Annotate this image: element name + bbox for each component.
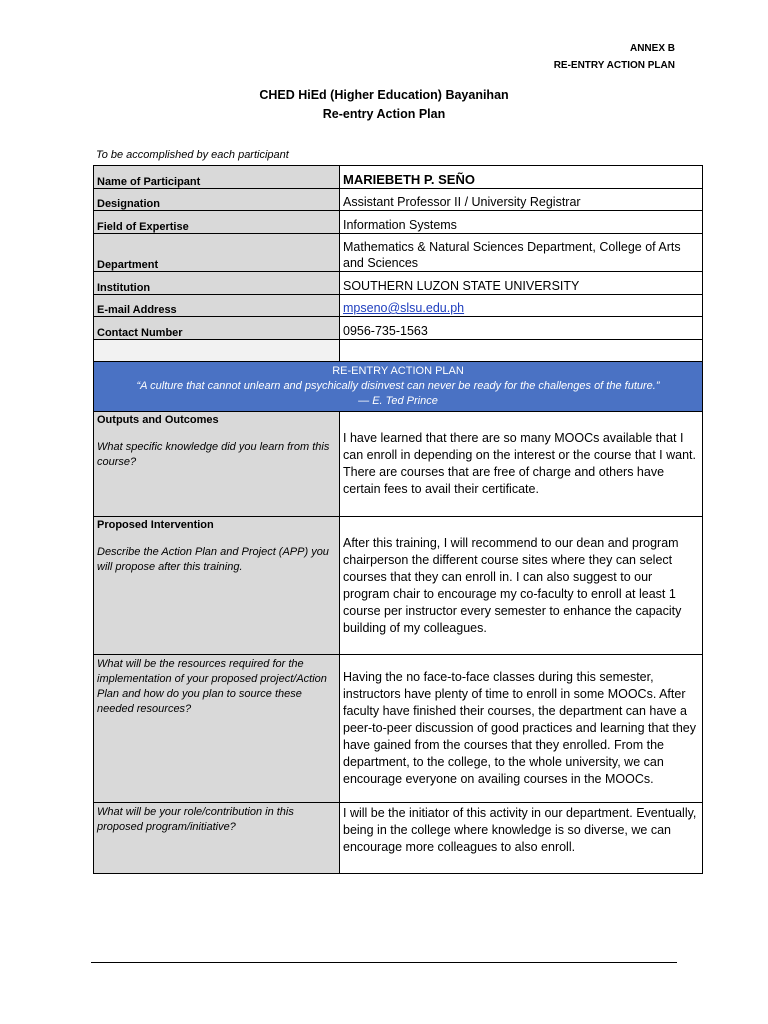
intervention-heading: Proposed Intervention — [97, 519, 214, 531]
department-value: Mathematics & Natural Sciences Department, College of Arts and Sciences — [340, 234, 703, 272]
resources-question: What will be the resources required for the implementation of your proposed project/Action Plan and how do you plan to source these needed resources? — [97, 658, 327, 715]
row-expertise — [94, 211, 703, 234]
role-question-cell — [94, 803, 340, 874]
designation-value: Assistant Professor II / University Registrar — [340, 189, 703, 211]
name-label: Name of Participant — [94, 166, 340, 189]
row-outputs — [94, 412, 703, 517]
designation-label: Designation — [94, 189, 340, 211]
document-subtitle: Re-entry Action Plan — [322, 107, 446, 121]
email-label: E-mail Address — [94, 295, 340, 317]
institution-label: Institution — [94, 272, 340, 295]
annex-subtitle: RE-ENTRY ACTION PLAN — [553, 60, 675, 71]
institution-value: SOUTHERN LUZON STATE UNIVERSITY — [340, 272, 703, 295]
spacer-cell-left — [94, 340, 340, 362]
row-role — [94, 803, 703, 874]
row-intervention — [94, 517, 703, 655]
email-cell — [340, 295, 703, 317]
row-designation — [94, 189, 703, 211]
outputs-question-cell — [94, 412, 340, 517]
annex-label: ANNEX B — [629, 43, 675, 54]
department-label: Department — [94, 234, 340, 272]
resources-answer: Having the no face-to-face classes during this semester, instructors have plenty of time to enroll in some MOOCs. After faculty have finished their courses, the department can have a peer-to-peer discussion of good practices and learning that they have gained from the courses that they enrolled. From the department, to the college, to the whole university, we can encourage everyone on availing courses in the MOOCs. — [340, 655, 703, 803]
document-title: CHED HiEd (Higher Education) Bayanihan — [259, 88, 509, 102]
contact-label: Contact Number — [94, 317, 340, 340]
role-question: What will be your role/contribution in this proposed program/initiative? — [97, 806, 294, 833]
banner-cell — [94, 362, 703, 412]
intervention-question: Describe the Action Plan and Project (APP) you will propose after this training. — [97, 546, 329, 573]
outputs-heading: Outputs and Outcomes — [97, 414, 219, 426]
row-institution — [94, 272, 703, 295]
action-plan-table — [93, 165, 703, 874]
footer-divider — [91, 962, 677, 963]
outputs-question: What specific knowledge did you learn from this course? — [97, 441, 330, 468]
row-department — [94, 234, 703, 272]
email-link[interactable]: mpseno@slsu.edu.ph — [343, 301, 465, 315]
contact-value: 0956-735-1563 — [340, 317, 703, 340]
expertise-value: Information Systems — [340, 211, 703, 234]
instruction-text: To be accomplished by each participant — [96, 149, 289, 161]
banner-heading: RE-ENTRY ACTION PLAN — [332, 365, 464, 377]
row-banner — [94, 362, 703, 412]
row-spacer — [94, 340, 703, 362]
expertise-label: Field of Expertise — [94, 211, 340, 234]
row-contact — [94, 317, 703, 340]
row-email — [94, 295, 703, 317]
role-answer: I will be the initiator of this activity in our department. Eventually, being in the college where knowledge is so diverse, we can encourage more colleagues to also enroll. — [340, 803, 703, 874]
outputs-answer: I have learned that there are so many MOOCs available that I can enroll in depending on the interest or the course that I want. There are courses that are free of charge and others have certain fees to avail their certificate. — [340, 412, 703, 517]
resources-question-cell — [94, 655, 340, 803]
intervention-question-cell — [94, 517, 340, 655]
banner-quote: “A culture that cannot unlearn and psychically disinvest can never be ready for the challenges of the future.” — [136, 380, 660, 392]
row-resources — [94, 655, 703, 803]
name-value: MARIEBETH P. SEÑO — [340, 166, 703, 189]
intervention-answer: After this training, I will recommend to our dean and program chairperson the different course sites where they can select courses that they can enroll in. I can also suggest to our program chair to encourage my co-faculty to enroll at least 1 course per instructor every semester to enhance the capacity building of my colleagues. — [340, 517, 703, 655]
banner-author: — E. Ted Prince — [358, 395, 438, 407]
spacer-cell-right — [340, 340, 703, 362]
row-name — [94, 166, 703, 189]
